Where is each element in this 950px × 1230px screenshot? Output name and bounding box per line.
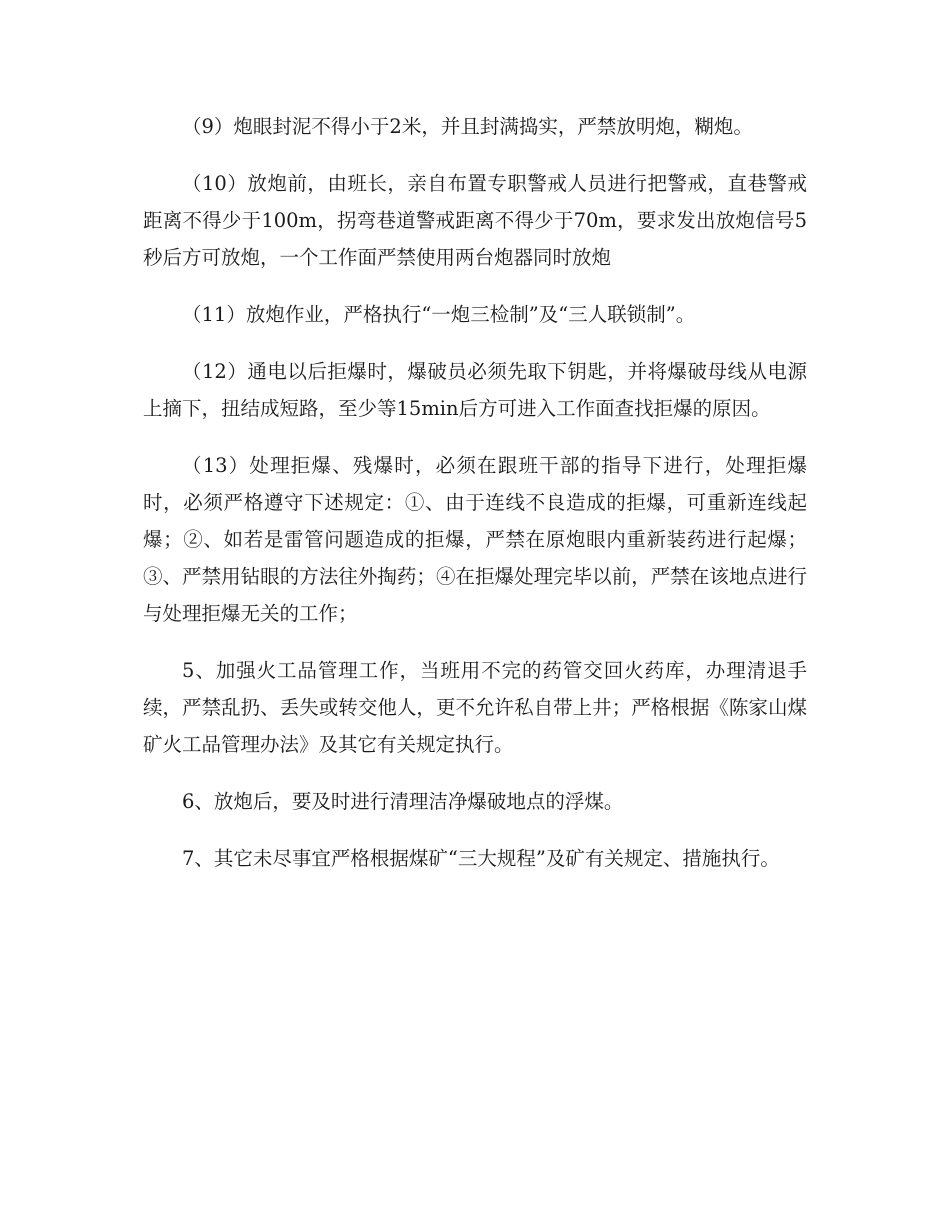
paragraph-section-7: 7、其它未尽事宜严格根据煤矿“三大规程”及矿有关规定、措施执行。 [182,847,780,870]
paragraph-item-11: （11）放炮作业，严格执行“一炮三检制”及“三人联锁制”。 [182,303,696,326]
document-body [143,108,807,877]
paragraph-section-5: 5、加强火工品管理工作，当班用不完的药管交回火药库，办理清退手续，严禁乱扔、丢失或转交他人，更不允许私自带上井；严格根据《陈家山煤矿火工品管理办法》及其它有关规定执行。 [143,659,807,756]
paragraph-item-13: （13）处理拒爆、残爆时，必须在跟班干部的指导下进行，处理拒爆时，必须严格遵守下述规定：①、由于连线不良造成的拒爆，可重新连线起爆；②、如若是雷管问题造成的拒爆，严禁在原炮眼内重新装药进行起爆；③、严禁用钻眼的方法往外掏药；④在拒爆处理完毕以前，严禁在该地点进行与处理拒爆无关的工作； [143,454,807,625]
paragraph-item-12: （12）通电以后拒爆时，爆破员必须先取下钥匙，并将爆破母线从电源上摘下，扭结成短路，至少等15min后方可进入工作面查找拒爆的原因。 [143,360,807,420]
paragraph-section-6: 6、放炮后，要及时进行清理洁净爆破地点的浮煤。 [182,790,624,813]
paragraph-item-9: （9）炮眼封泥不得小于2米，并且封满捣实，严禁放明炮，糊炮。 [182,115,753,138]
paragraph-item-10: （10）放炮前，由班长，亲自布置专职警戒人员进行把警戒，直巷警戒距离不得少于100m，拐弯巷道警戒距离不得少于70m，要求发出放炮信号5秒后方可放炮，一个工作面严禁使用两台炮器同时放炮 [143,172,807,269]
